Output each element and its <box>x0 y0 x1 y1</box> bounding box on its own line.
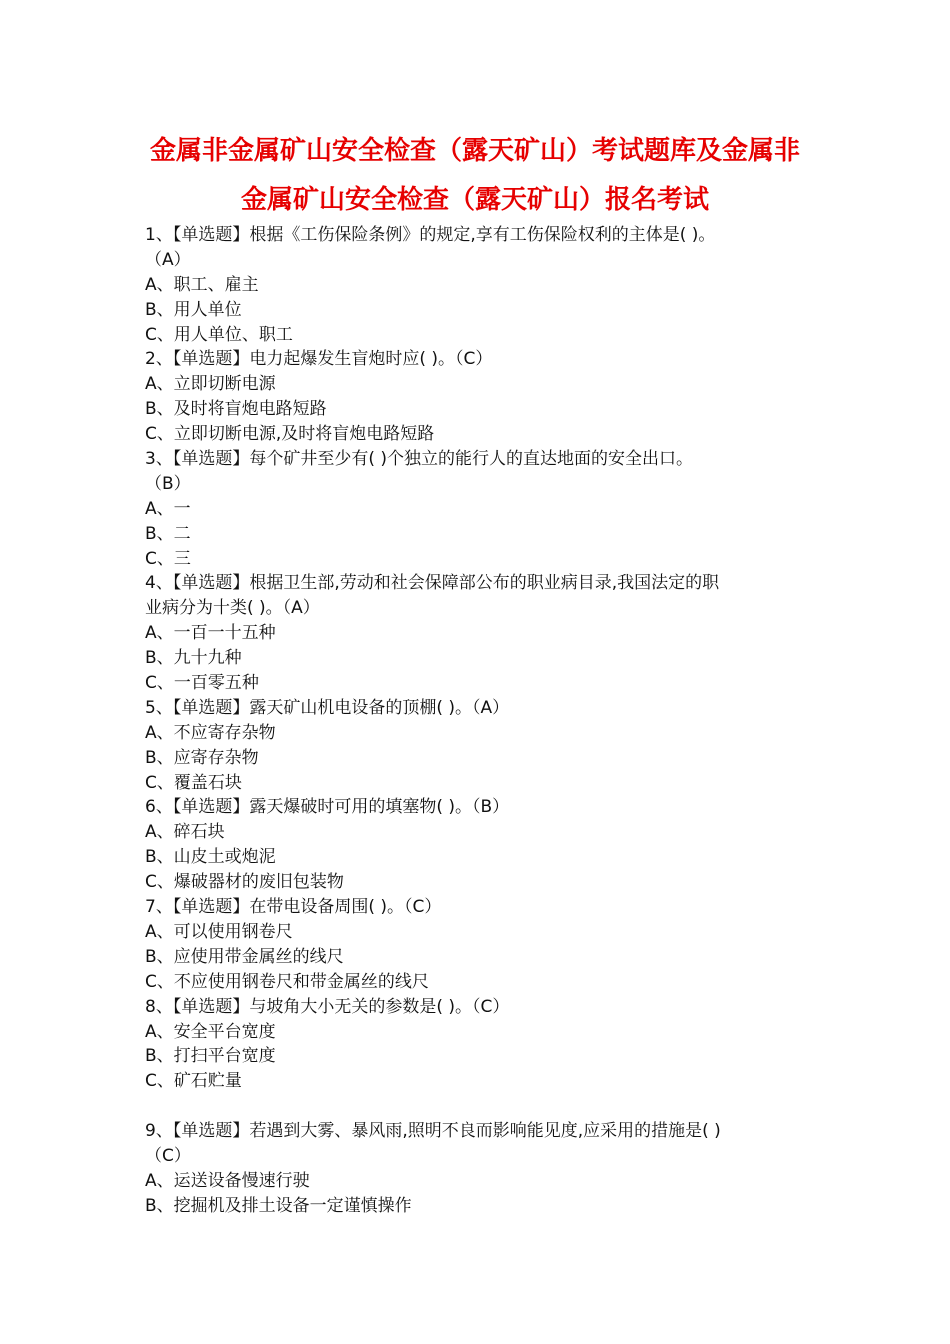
answer-option: A、职工、雇主 <box>145 274 259 295</box>
question-stem: 9、【单选题】若遇到大雾、暴风雨,照明不良而影响能见度,应采用的措施是( ) <box>145 1121 721 1142</box>
question-stem: 业病分为十类( )。（A） <box>145 598 320 619</box>
answer-option: B、山皮土或炮泥 <box>145 847 276 868</box>
answer-option: C、立即切断电源,及时将盲炮电路短路 <box>145 424 435 445</box>
question-stem: 2、【单选题】电力起爆发生盲炮时应( )。（C） <box>145 349 493 370</box>
answer-option: C、三 <box>145 548 191 569</box>
answer-option: A、不应寄存杂物 <box>145 722 276 743</box>
answer-option: C、一百零五种 <box>145 673 259 694</box>
question-stem: 1、【单选题】根据《工伤保险条例》的规定,享有工伤保险权利的主体是( )。 <box>145 225 716 245</box>
document-title-line-1: 金属非金属矿山安全检查（露天矿山）考试题库及金属非 <box>149 136 800 166</box>
question-stem: （A） <box>145 249 191 270</box>
answer-option: B、九十九种 <box>145 648 242 669</box>
question-stem: 8、【单选题】与坡角大小无关的参数是( )。（C） <box>145 996 510 1017</box>
question-stem: 6、【单选题】露天爆破时可用的填塞物( )。（B） <box>145 797 510 818</box>
answer-option: A、一 <box>145 498 191 519</box>
answer-option: A、碎石块 <box>145 822 225 843</box>
answer-option: C、不应使用钢卷尺和带金属丝的线尺 <box>145 971 429 992</box>
answer-option: A、立即切断电源 <box>145 374 276 395</box>
question-stem: （C） <box>145 1145 191 1166</box>
question-list <box>145 223 810 1219</box>
answer-option: B、应使用带金属丝的线尺 <box>145 946 344 967</box>
answer-option: A、运送设备慢速行驶 <box>145 1170 310 1191</box>
question-stem: 4、【单选题】根据卫生部,劳动和社会保障部公布的职业病目录,我国法定的职 <box>145 573 720 594</box>
answer-option: A、可以使用钢卷尺 <box>145 921 293 942</box>
question-stem: （B） <box>145 473 191 494</box>
answer-option: C、覆盖石块 <box>145 772 242 793</box>
document-title-line-2: 金属矿山安全检查（露天矿山）报名考试 <box>240 185 709 215</box>
answer-option: B、及时将盲炮电路短路 <box>145 399 327 420</box>
answer-option: B、打扫平台宽度 <box>145 1046 276 1067</box>
question-stem: 3、【单选题】每个矿井至少有( )个独立的能行人的直达地面的安全出口。 <box>145 449 693 470</box>
answer-option: A、一百一十五种 <box>145 623 276 644</box>
blank-line <box>145 1094 810 1119</box>
answer-option: C、爆破器材的废旧包装物 <box>145 872 344 893</box>
question-stem: 7、【单选题】在带电设备周围( )。（C） <box>145 897 442 918</box>
answer-option: B、挖掘机及排土设备一定谨慎操作 <box>145 1195 412 1216</box>
answer-option: C、用人单位、职工 <box>145 324 293 345</box>
answer-option: B、应寄存杂物 <box>145 747 259 768</box>
answer-option: A、安全平台宽度 <box>145 1021 276 1042</box>
answer-option: C、矿石贮量 <box>145 1071 242 1092</box>
answer-option: B、二 <box>145 523 191 544</box>
answer-option: B、用人单位 <box>145 299 242 320</box>
question-stem: 5、【单选题】露天矿山机电设备的顶棚( )。（A） <box>145 697 510 718</box>
